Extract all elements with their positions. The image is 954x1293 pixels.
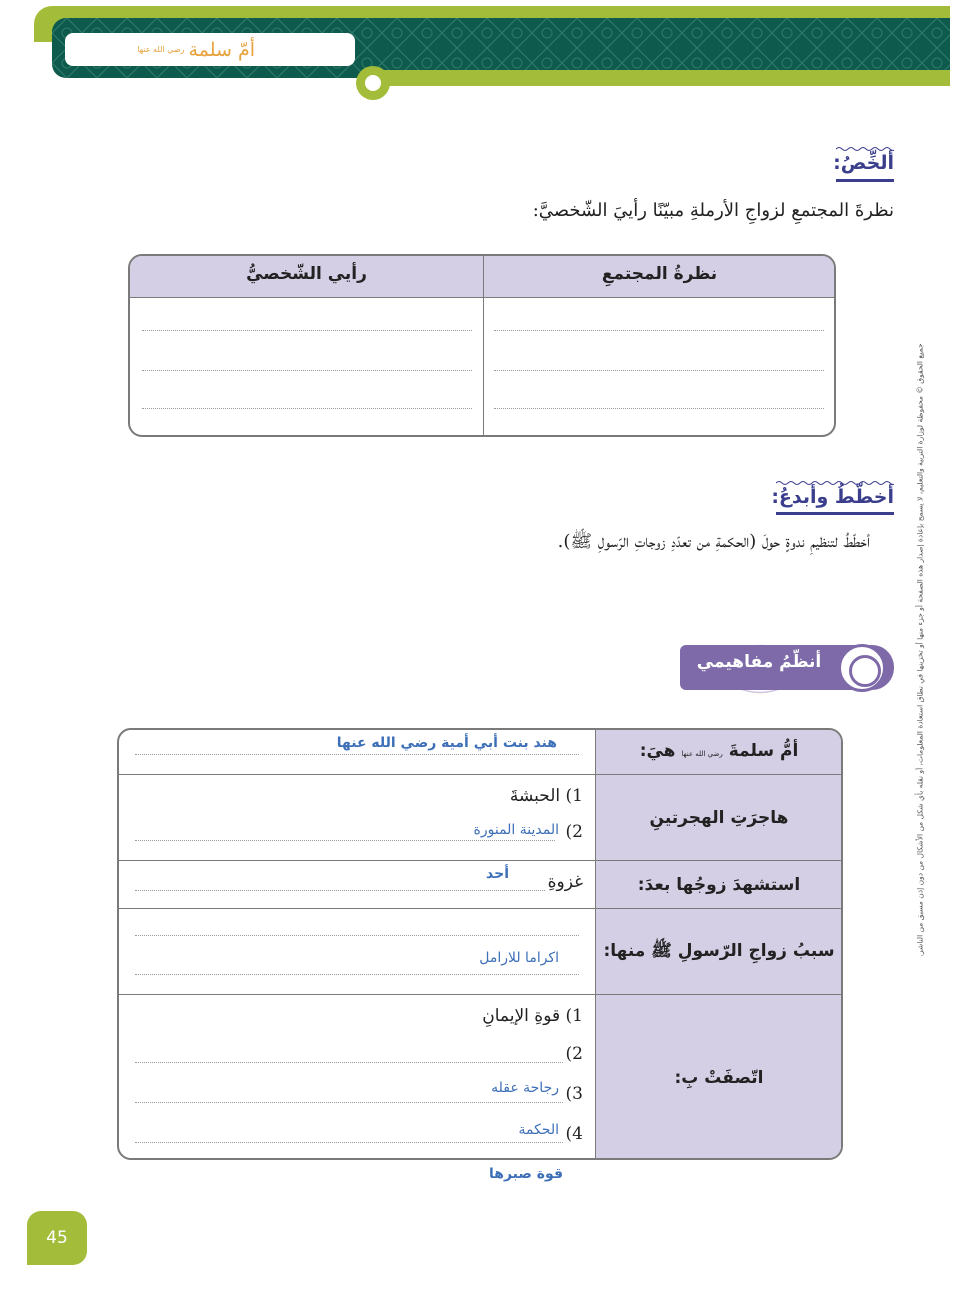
label-umm-salama-name: أمُّ سلمةَ xyxy=(728,741,799,761)
banner-tail xyxy=(380,70,950,86)
answer-line[interactable] xyxy=(135,1102,563,1103)
row-separator xyxy=(119,994,841,995)
answer-trait-3: رجاحة عقله xyxy=(491,1080,559,1096)
trait-item-3-number: 3) xyxy=(565,1084,583,1104)
plan-heading: أخطّطُ وأبدعُ: xyxy=(771,486,894,508)
answer-line[interactable] xyxy=(135,840,555,841)
header-society-view: نظرةُ المجتمعِ xyxy=(601,264,718,284)
clock-icon xyxy=(838,644,886,692)
copyright-strip xyxy=(910,300,930,1000)
concepts-badge-label: أنظّمُ مفاهيمي xyxy=(696,652,822,672)
hijra-item-2-number: 2) xyxy=(565,822,583,842)
row-separator xyxy=(119,860,841,861)
hijra-item-1: 1) الحبشةَ xyxy=(509,786,583,806)
summarize-wavy-line xyxy=(836,146,894,152)
summary-table xyxy=(128,254,836,437)
writing-line[interactable] xyxy=(494,408,824,409)
answer-marriage-reason: اكراما للارامل xyxy=(479,950,559,966)
answer-line[interactable] xyxy=(135,890,545,891)
lesson-title-honorific: رضي الله عنها xyxy=(137,45,185,54)
page-number: 45 xyxy=(27,1211,87,1265)
label-marriage-reason: سببُ زواجِ الرّسولِ ﷺ منها: xyxy=(603,941,835,961)
concepts-table xyxy=(117,728,843,1160)
answer-line[interactable] xyxy=(135,1142,563,1143)
answer-identity: هند بنت أبي أمية رضي الله عنها xyxy=(336,735,557,751)
banner-ring-ornament xyxy=(356,66,390,100)
summarize-prompt: نظرةَ المجتمعِ لزواجِ الأرملةِ مبيّنًا رأييَ الشّخصيَّ: xyxy=(532,200,894,221)
plan-underline xyxy=(776,512,894,515)
label-husband-martyred: استشهدَ زوجُها بعدَ: xyxy=(637,875,801,895)
label-traits: اتّصفَتْ بِ: xyxy=(674,1068,764,1088)
plan-prompt: أخطّطُ لتنظيمِ ندوةٍ حولَ (الحكمةِ من تعدّدِ زوجاتِ الرّسولِ ﷺ). xyxy=(557,531,870,552)
writing-line[interactable] xyxy=(142,330,472,331)
answer-hijra-2: المدينة المنورة xyxy=(473,822,559,838)
label-umm-salama-tail: هيَ: xyxy=(639,741,676,761)
answer-battle: أحد xyxy=(486,866,509,882)
trait-item-2-number: 2) xyxy=(565,1044,583,1064)
answer-line[interactable] xyxy=(135,935,579,936)
answer-line[interactable] xyxy=(135,974,579,975)
label-umm-salama-honor: رضي الله عنها xyxy=(681,750,723,758)
label-two-hijras: هاجرَتِ الهجرتينِ xyxy=(649,808,789,828)
row-separator xyxy=(119,774,841,775)
writing-line[interactable] xyxy=(142,408,472,409)
writing-line[interactable] xyxy=(494,330,824,331)
trait-item-1: 1) قوةِ الإيمانِ xyxy=(482,1006,583,1026)
writing-line[interactable] xyxy=(494,370,824,371)
header-personal-opinion: رأيي الشّخصيُّ xyxy=(246,264,367,284)
copyright-note: جميع الحقوق © محفوظة لوزارة التربية والتعليم، لا يسمح بإعادة إصدار هذه الصفحة أو جزء منها أو تخزينها في نطاق استعادة المعلومات، أو نقله بأي شكل من الأشكال من دون إذن مسبق من الناشر. xyxy=(915,343,925,957)
label-umm-salama xyxy=(595,741,843,761)
writing-line[interactable] xyxy=(142,370,472,371)
prefix-ghazwa: غزوةِ xyxy=(547,872,583,892)
summarize-heading: ألخِّصُ: xyxy=(833,152,894,174)
answer-line[interactable] xyxy=(135,754,579,755)
answer-line[interactable] xyxy=(135,1062,563,1063)
summarize-underline xyxy=(836,179,894,182)
trait-item-4-number: 4) xyxy=(565,1124,583,1144)
lesson-title-box xyxy=(65,33,355,66)
row-separator xyxy=(119,908,841,909)
answer-trait-extra: قوة صبرها xyxy=(489,1166,563,1182)
lesson-title: أمّ سلمة xyxy=(188,38,255,61)
answer-trait-4: الحكمة xyxy=(518,1122,559,1138)
plan-wavy-line xyxy=(776,480,894,486)
